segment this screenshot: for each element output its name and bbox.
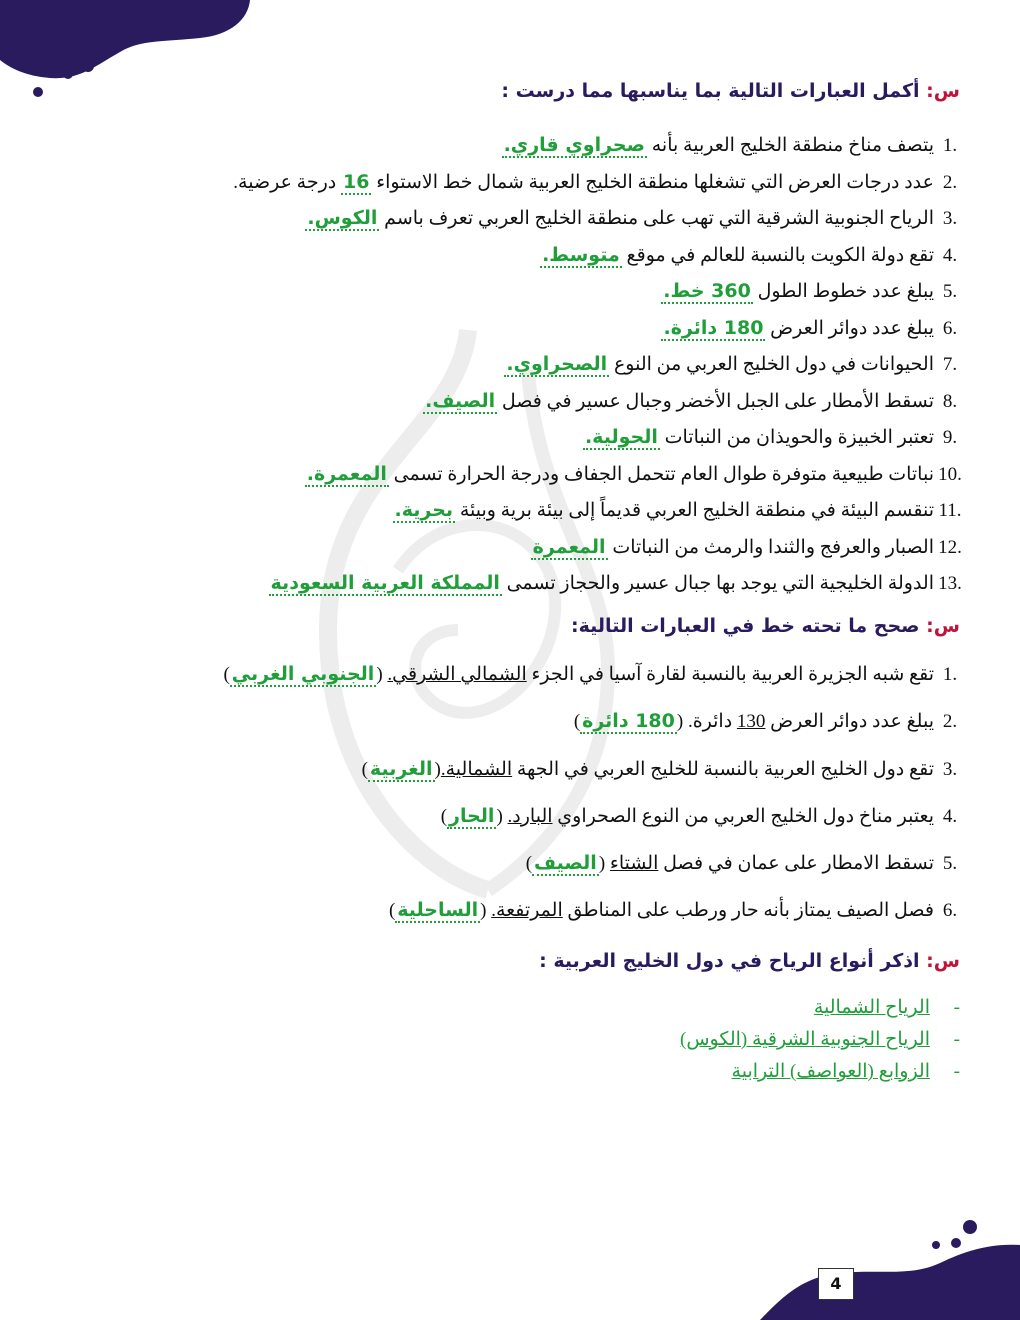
answer: المعمرة <box>532 535 606 558</box>
question-title: اذكر أنواع الرياح في دول الخليج العربية : <box>539 950 920 972</box>
list-item: 1. يتصف مناخ منطقة الخليج العربية بأنه صحراوي قاري. <box>120 136 934 173</box>
item-number: 13. <box>938 573 962 594</box>
item-number: 11. <box>938 500 962 521</box>
answer: 360 خط. <box>663 280 751 302</box>
list-item: 10. نباتات طبيعية متوفرة طوال العام تتحمل الجفاف ودرجة الحرارة تسمى المعمرة. <box>120 465 934 502</box>
item-number: 5. <box>942 853 958 875</box>
item-number: 12. <box>938 536 962 558</box>
underlined-text: المرتفعة. <box>491 900 563 922</box>
answer: بحرية. <box>394 499 454 521</box>
underlined-text: البارد. <box>507 805 553 827</box>
list-item: - الزوابع (العواصف) الترابية <box>731 1061 960 1082</box>
list-item: 3. تقع دول الخليج العربية بالنسبة للخليج العربي في الجهة الشمالية.(الغربية) <box>120 760 934 807</box>
item-number: 4. <box>942 244 958 266</box>
item-number: 4. <box>942 805 958 827</box>
answer: الصيف <box>534 852 597 875</box>
section-title <box>120 80 960 124</box>
list-item: - الرياح الجنوبية الشرقية (الكوس) <box>680 1029 960 1050</box>
answer: المعمرة. <box>306 462 387 485</box>
item-number: 8. <box>942 390 958 412</box>
item-number: 10. <box>938 463 962 485</box>
list-item: 4. يعتبر مناخ دول الخليج العربي من النوع الصحراوي البارد. (الحار) <box>120 807 934 854</box>
underlined-text: الشتاء <box>609 853 659 875</box>
underlined-text: 130 <box>736 711 766 733</box>
answer: الكوس. <box>307 207 378 229</box>
answer: 180 دائرة <box>582 710 675 733</box>
list-item: 9. تعتبر الخبيزة والحويذان من النباتات الحولية. <box>120 428 934 465</box>
question-prefix: س: <box>926 80 960 102</box>
answer: الحار <box>449 804 495 827</box>
list-item: 13. الدولة الخليجية التي يوجد بها جبال عسير والحجاز تسمى المملكة العربية السعودية <box>120 574 934 611</box>
list-item: 6. يبلغ عدد دوائر العرض 180 دائرة. <box>120 319 934 356</box>
section-list-winds <box>120 950 960 1094</box>
item-number: 3. <box>942 758 958 780</box>
answer: الحولية. <box>584 426 658 448</box>
section-complete <box>120 80 960 611</box>
underlined-text: الشمالية. <box>440 758 513 780</box>
section-title <box>120 950 960 998</box>
item-number: 5. <box>942 281 958 302</box>
list-item: 7. الحيوانات في دول الخليج العربي من النوع الصحراوي. <box>120 355 934 392</box>
corner-decoration-bottom <box>760 1215 1020 1320</box>
item-number: 9. <box>942 427 958 448</box>
section-title <box>120 615 960 665</box>
answer: الغربية <box>369 757 433 780</box>
list-item: 2. عدد درجات العرض التي تشغلها منطقة الخليج العربية شمال خط الاستواء 16 درجة عرضية. <box>120 173 934 210</box>
underlined-text: الشمالي الشرقي. <box>387 664 527 685</box>
winds-list <box>120 998 960 1094</box>
list-item: - الرياح الشمالية <box>813 997 960 1018</box>
answer: 16 <box>342 170 370 193</box>
answer: 180 دائرة. <box>663 316 764 339</box>
list-item: 5. تسقط الامطار على عمان في فصل الشتاء (الصيف) <box>120 854 934 901</box>
item-number: 7. <box>942 354 958 375</box>
list-item: 5. يبلغ عدد خطوط الطول 360 خط. <box>120 282 934 319</box>
item-number: 1. <box>942 135 958 156</box>
list-item: 1. تقع شبه الجزيرة العربية بالنسبة لقارة آسيا في الجزء الشمالي الشرقي. (الجنوبي الغربي) <box>120 665 934 712</box>
answer: الجنوبي الغربي <box>231 663 375 685</box>
item-number: 2. <box>942 711 958 733</box>
correction-list <box>120 665 960 949</box>
list-item: 2. يبلغ عدد دوائر العرض 130 دائرة. (180 دائرة) <box>120 712 934 759</box>
item-number: 2. <box>942 171 958 193</box>
list-item: 4. تقع دولة الكويت بالنسبة للعالم في موقع متوسط. <box>120 246 934 283</box>
answer: الصحراوي. <box>506 353 608 375</box>
item-number: 6. <box>942 900 958 922</box>
list-item: 3. الرياح الجنوبية الشرقية التي تهب على منطقة الخليج العربي تعرف باسم الكوس. <box>120 209 934 246</box>
item-number: 1. <box>942 664 958 685</box>
question-title: أكمل العبارات التالية بما يناسبها مما درست : <box>501 80 920 102</box>
page-number: 4 <box>818 1268 854 1300</box>
answer: الساحلية <box>397 899 479 922</box>
answer: المملكة العربية السعودية <box>270 572 500 594</box>
item-number: 3. <box>942 208 958 229</box>
list-item: 6. فصل الصيف يمتاز بأنه حار ورطب على المناطق المرتفعة. (الساحلية) <box>120 901 934 948</box>
item-number: 6. <box>942 317 958 339</box>
list-item: 12. الصبار والعرفج والثندا والرمث من النباتات المعمرة <box>120 538 934 575</box>
question-prefix: س: <box>926 950 960 972</box>
list-item: 11. تنقسم البيئة في منطقة الخليج العربي قديماً إلى بيئة برية وبيئة بحرية. <box>120 501 934 538</box>
list-item: 8. تسقط الأمطار على الجبل الأخضر وجبال عسير في فصل الصيف. <box>120 392 934 429</box>
section-correct <box>120 615 960 949</box>
answer: الصيف. <box>425 389 496 412</box>
answer: صحراوي قاري. <box>503 134 645 156</box>
question-prefix: س: <box>926 615 960 637</box>
answer: متوسط. <box>542 243 620 266</box>
fill-blank-list <box>120 124 960 611</box>
question-title: صحح ما تحته خط في العبارات التالية: <box>571 615 920 637</box>
